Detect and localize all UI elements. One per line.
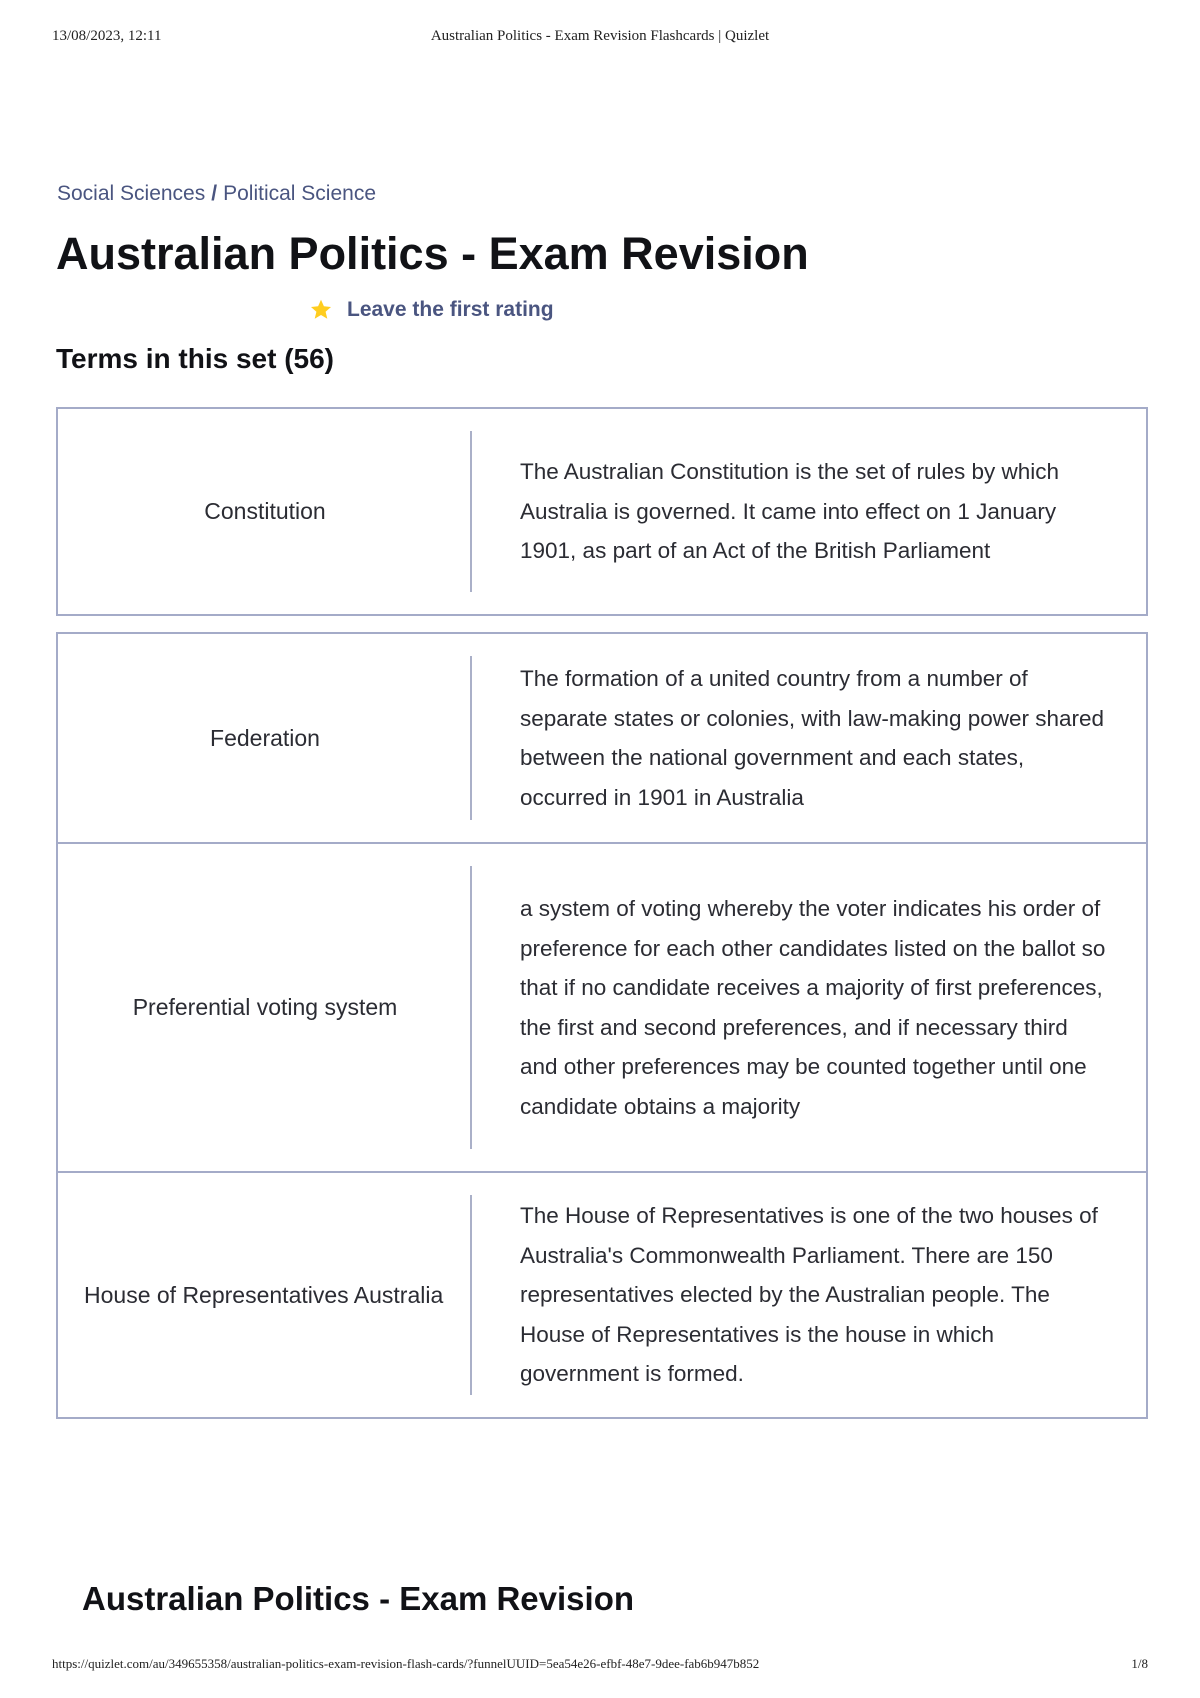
card-term: Preferential voting system <box>132 994 398 1020</box>
breadcrumb <box>57 182 376 206</box>
print-footer <box>52 1656 1148 1676</box>
flashcard-constitution <box>56 407 1148 616</box>
print-url: https://quizlet.com/au/349655358/australian-politics-exam-revision-flash-cards/?funnelUUID=5ea54e26-efbf-48e7-9dee-fab6b947b852 <box>52 1656 760 1671</box>
flashcard-house-of-representatives <box>56 1171 1148 1419</box>
rating-label: Leave the first rating <box>347 298 554 321</box>
card-divider <box>470 656 472 820</box>
print-page-title: Australian Politics - Exam Revision Flashcards | Quizlet <box>430 28 770 44</box>
terms-heading: Terms in this set (56) <box>56 343 335 374</box>
rating-button[interactable] <box>309 298 554 322</box>
breadcrumb-separator: / <box>211 182 218 205</box>
card-definition: The formation of a united country from a number of separate states or colonies, with law-making power shared between the national government and each states, occurred in 1901 in Australia <box>520 666 1105 810</box>
card-term: Constitution <box>204 498 326 524</box>
card-definition: The Australian Constitution is the set of rules by which Australia is governed. It came into effect on 1 January 1901, as part of an Act of the British Parliament <box>520 459 1060 564</box>
card-definition: The House of Representatives is one of the two houses of Australia's Commonwealth Parliament. There are 150 representatives elected by the Australian people. The House of Representatives is the house in which government is formed. <box>520 1203 1098 1387</box>
card-term: House of Representatives Australia <box>84 1281 444 1308</box>
card-term: Federation <box>210 724 320 751</box>
footer-set-title: Australian Politics - Exam Revision <box>82 1580 635 1617</box>
card-divider <box>470 431 472 592</box>
page-title: Australian Politics - Exam Revision <box>56 228 809 279</box>
card-divider <box>470 1195 472 1395</box>
print-header <box>52 28 1148 50</box>
breadcrumb-social-sciences[interactable]: Social Sciences <box>57 182 206 205</box>
breadcrumb-political-science[interactable]: Political Science <box>223 182 376 205</box>
flashcard-federation <box>56 632 1148 844</box>
print-page-number: 1/8 <box>1131 1656 1148 1671</box>
card-divider <box>470 866 472 1149</box>
print-datetime: 13/08/2023, 12:11 <box>52 28 162 44</box>
card-definition: a system of voting whereby the voter indicates his order of preference for each other candidates listed on the ballot so that if no candidate receives a majority of first preferences, the first and second preferences, and if necessary third and other preferences may be counted together until one candidate obtains a majority <box>520 896 1106 1119</box>
flashcard-preferential-voting <box>56 842 1148 1173</box>
star-icon <box>309 298 333 322</box>
